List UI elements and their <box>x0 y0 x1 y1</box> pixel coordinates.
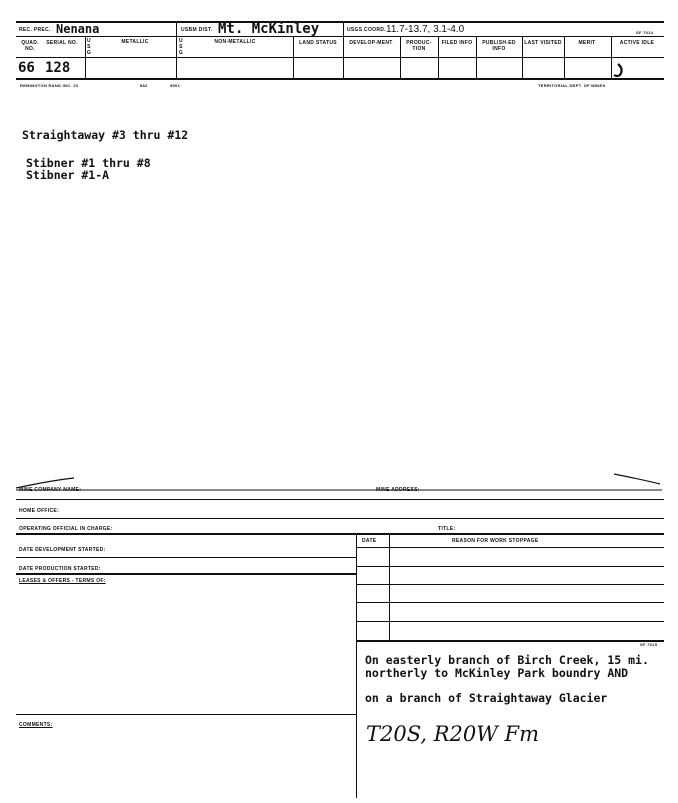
col-development: DEVELOP-MENT <box>349 40 393 46</box>
leases-offers-label: LEASES & OFFERS - TERMS OF: <box>19 578 106 584</box>
col-active-idle: ACTIVE IDLE <box>619 40 655 46</box>
rule <box>356 602 664 603</box>
col-nonmetallic: NON-METALLIC <box>214 39 256 45</box>
col-nonmetallic-usg: U S G <box>178 38 184 56</box>
date-development-started-label: DATE DEVELOPMENT STARTED: <box>19 547 106 553</box>
handwritten-township-note: T20S, R20W Fm <box>366 722 539 746</box>
rule <box>16 573 356 575</box>
col-production: PRODUC-TION <box>406 40 432 52</box>
claim-line: Stibner #1 thru #8 <box>26 156 151 170</box>
col-last-visited: LAST VISITED <box>524 40 562 46</box>
date-production-started-label: DATE PRODUCTION STARTED: <box>19 566 101 572</box>
header-mid-rule <box>16 36 664 37</box>
claim-line: Straightaway #3 thru #12 <box>22 128 189 142</box>
imprint-code2: 5501 <box>170 83 181 88</box>
torn-edge-rule <box>14 470 664 492</box>
divider <box>293 36 294 78</box>
rule <box>356 584 664 585</box>
title-label: TITLE: <box>438 526 456 532</box>
operating-official-label: OPERATING OFFICIAL IN CHARGE: <box>19 526 113 532</box>
header-top-rule <box>16 21 664 23</box>
divider <box>356 640 357 798</box>
quad-value: 66 <box>18 60 35 76</box>
form-number-2: SF 7015 <box>640 642 658 647</box>
rec-prec-value: Nenana <box>56 22 100 36</box>
divider <box>389 533 390 641</box>
rule <box>16 499 664 500</box>
rule <box>16 518 664 519</box>
rule <box>356 566 664 567</box>
rule <box>356 621 664 622</box>
rule <box>16 557 356 558</box>
header-col-rule <box>16 57 664 58</box>
usbm-dist-label: USBM DIST. <box>181 27 213 33</box>
location-note-line: on a branch of Straightaway Glacier <box>365 691 608 705</box>
rule <box>16 533 664 535</box>
col-metallic: METALLIC <box>121 39 149 45</box>
location-note-line: northerly to McKinley Park boundry AND <box>365 666 629 680</box>
col-land-status: LAND STATUS <box>299 40 337 46</box>
divider <box>356 533 357 641</box>
usgs-coord-value: 11.7-13.7, 3.1-4.0 <box>386 24 465 35</box>
imprint-right: TERRITORIAL DEPT. OF MINES <box>538 83 606 88</box>
rule <box>356 640 664 642</box>
serial-value: 128 <box>45 60 71 76</box>
comments-label: COMMENTS: <box>19 722 53 728</box>
rule <box>356 547 664 548</box>
reason-col-header: REASON FOR WORK STOPPAGE <box>452 538 539 544</box>
usgs-coord-label: USGS COORD. <box>347 27 386 33</box>
imprint-code1: 882 <box>140 83 148 88</box>
divider <box>343 21 344 78</box>
divider <box>176 21 177 78</box>
mine-company-name-label: MINE COMPANY NAME: <box>19 487 82 493</box>
header-bottom-rule <box>16 78 664 80</box>
form-number: SF 7014 <box>636 30 654 35</box>
usbm-dist-value: Mt. McKinley <box>218 21 320 37</box>
col-filed-info: FILED INFO <box>441 40 473 46</box>
col-metallic-usg: U S G <box>86 38 92 56</box>
date-col-header: DATE <box>362 538 377 544</box>
location-note-line: On easterly branch of Birch Creek, 15 mi. <box>365 653 649 667</box>
mine-address-label: MINE ADDRESS: <box>376 487 420 493</box>
check-mark-icon <box>612 62 626 78</box>
rule <box>16 714 356 715</box>
col-serial-no: SERIAL NO. <box>46 40 78 46</box>
imprint-left: REMINGTON RAND INC. 20 <box>20 83 79 88</box>
col-merit: MERIT <box>578 40 596 46</box>
col-quad-no: QUAD. NO. <box>21 40 39 52</box>
rec-prec-label: REC. PREC. <box>19 27 51 33</box>
col-published-info: PUBLISH-ED INFO <box>482 40 516 52</box>
claim-line: Stibner #1-A <box>26 168 110 182</box>
home-office-label: HOME OFFICE: <box>19 508 59 514</box>
